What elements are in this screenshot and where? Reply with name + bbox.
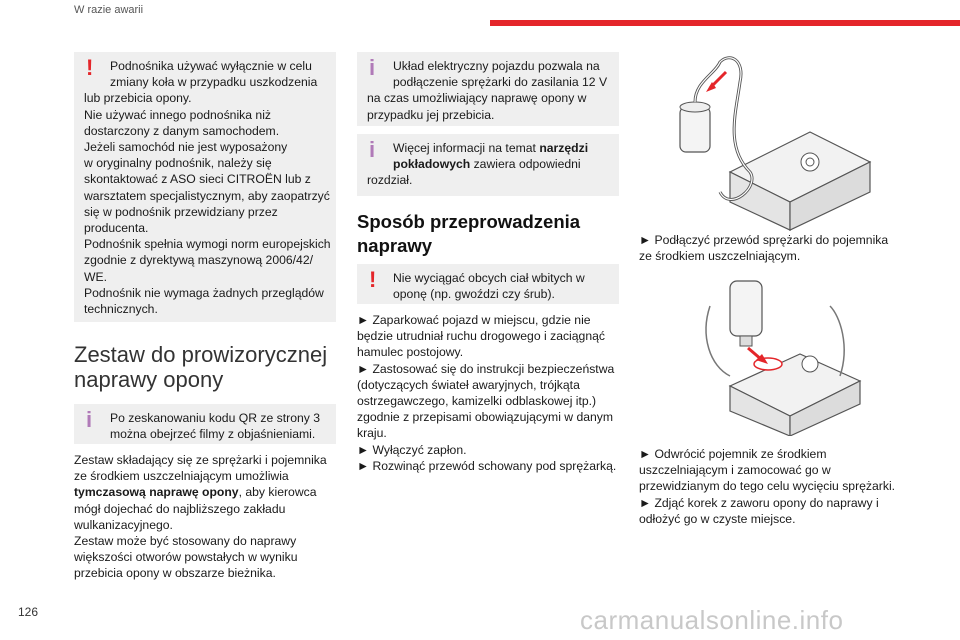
text-line: odłożyć go w czyste miejsce. <box>639 511 796 526</box>
text-span: przypadku jej <box>367 107 443 122</box>
bottle-mount-illustration <box>690 276 870 436</box>
info-icon: i <box>369 137 376 162</box>
text-line: oponę (np. gwoździ czy śrub). <box>393 287 555 302</box>
text-line: przewidzianym do tego celu wycięciu sprężarki. <box>639 479 896 494</box>
text-line <box>367 156 609 172</box>
text-span: zawiera odpowiedni <box>470 157 581 172</box>
text-span: , aby kierowca <box>238 485 317 500</box>
kit-description <box>74 452 344 582</box>
section-heading <box>357 210 580 258</box>
heading-line: naprawy opony <box>74 367 224 392</box>
text-line <box>367 140 609 156</box>
heading-line: Sposób przeprowadzenia <box>357 211 581 232</box>
info-icon: i <box>369 55 376 80</box>
text-line: Po zeskanowaniu kodu QR ze strony 3 <box>110 411 321 425</box>
text-line: ► Wyłączyć zapłon. <box>357 442 467 457</box>
text-line: zgodnie z dyrektywą maszynową 2006/42/ <box>84 253 313 268</box>
heading-line: naprawy <box>357 235 433 256</box>
text-line: ► Zaparkować pojazd w miejscu, gdzie nie <box>357 313 591 327</box>
text-line: WE. <box>84 269 108 284</box>
text-span: przebicia. <box>442 107 495 122</box>
text-line <box>367 107 609 123</box>
text-line: uszczelniającym i zamocować go w <box>639 463 831 478</box>
text-line: zgodnie z przepisami obowiązującymi w danym <box>357 410 614 425</box>
running-header: W razie awarii <box>74 4 144 16</box>
connect-hose-step <box>639 232 909 264</box>
text-line: Zestaw składający się ze sprężarki i pojemnika <box>74 453 327 467</box>
qr-info-box <box>74 404 336 444</box>
text-span: Więcej informacji na temat <box>393 141 540 155</box>
page-number: 126 <box>18 605 39 619</box>
text-line: ► Odwrócić pojemnik ze środkiem <box>639 447 827 461</box>
text-line: kraju. <box>357 426 387 441</box>
text-line: technicznych. <box>84 302 158 317</box>
foreign-objects-warning-box <box>357 264 619 304</box>
text-line: można obejrzeć filmy z objaśnieniami. <box>110 427 316 442</box>
text-line: (dotyczących świateł awaryjnych, trójkąta <box>357 377 580 392</box>
text-line: hamulec postojowy. <box>357 345 464 360</box>
text-line: producenta. <box>84 221 149 236</box>
text-line: dostarczony z danym samochodem. <box>84 123 280 138</box>
text-line: Układ elektryczny pojazdu pozwala na <box>393 59 600 73</box>
text-line: w oryginalny podnośnik, należy się <box>84 156 272 171</box>
text-line: wulkanizacyjnego. <box>74 517 173 532</box>
repair-steps <box>357 312 627 474</box>
section-heading <box>74 342 327 392</box>
electrical-info-box <box>357 52 619 126</box>
text-line: warsztatem specjalistycznym, aby zaopatrzyć <box>84 188 330 203</box>
text-line: skontaktować z ASO sieci CITROËN lub z <box>84 172 311 187</box>
text-line: zmiany koła w przypadku uszkodzenia <box>110 75 318 90</box>
text-line: Nie wyciągać obcych ciał wbitych w <box>393 271 585 285</box>
text-line: większości otworów powstałych w wyniku <box>74 550 298 565</box>
warning-icon: ! <box>86 55 94 80</box>
compressor-hose-illustration <box>660 52 880 232</box>
text-line: ► Rozwinąć przewód schowany pod sprężarką. <box>357 458 617 473</box>
text-line: ► Zastosować się do instrukcji bezpieczeństwa <box>357 361 615 376</box>
text-line: Jeżeli samochód nie jest wyposażony <box>84 140 288 155</box>
text-line: będzie utrudniał ruchu drogowego i zaciągnąć <box>357 329 605 344</box>
text-line: lub przebicia opony. <box>84 91 192 106</box>
text-line: Podnośnik nie wymaga żadnych przeglądów <box>84 285 324 300</box>
bold-term: pokładowych <box>393 157 471 172</box>
bold-term: narzędzi <box>539 141 589 155</box>
text-line <box>74 484 344 500</box>
bold-term: tymczasową naprawę opony <box>74 485 239 500</box>
text-line: ze środkiem uszczelniającym umożliwia <box>74 469 289 484</box>
info-icon: i <box>86 407 93 432</box>
text-line: się w podnośnik przewidziany przez <box>84 204 278 219</box>
text-line: mógł dojechać do najbliższego zakładu <box>74 501 286 516</box>
mount-bottle-step <box>639 446 929 527</box>
text-line: Nie używać innego podnośnika niż <box>84 107 271 122</box>
text-line: na czas umożliwiający naprawę opony w <box>367 91 587 106</box>
heading-line: Zestaw do prowizorycznej <box>74 342 328 367</box>
text-line: ze środkiem uszczelniającym. <box>639 249 801 264</box>
text-line: podłączenie sprężarki do zasilania 12 V <box>393 75 608 90</box>
text-line: Podnośnik spełnia wymogi norm europejskich <box>84 237 331 252</box>
watermark: carmanualsonline.info <box>580 605 844 635</box>
text-line: przebicia opony w obszarze bieżnika. <box>74 566 276 581</box>
text-line: Zestaw może być stosowany do naprawy <box>74 534 297 549</box>
header-accent-bar <box>490 20 960 26</box>
text-line: Podnośnika używać wyłącznie w celu <box>110 59 312 73</box>
text-line: ostrzegawczego, kamizelki odblaskowej itp.) <box>357 394 597 409</box>
tools-info-box <box>357 134 619 196</box>
text-line: ► Zdjąć korek z zaworu opony do naprawy i <box>639 495 879 510</box>
warning-icon: ! <box>369 267 377 292</box>
jack-warning-box <box>74 52 336 322</box>
text-line: ► Podłączyć przewód sprężarki do pojemnika <box>639 233 889 247</box>
text-line: rozdział. <box>367 173 413 188</box>
